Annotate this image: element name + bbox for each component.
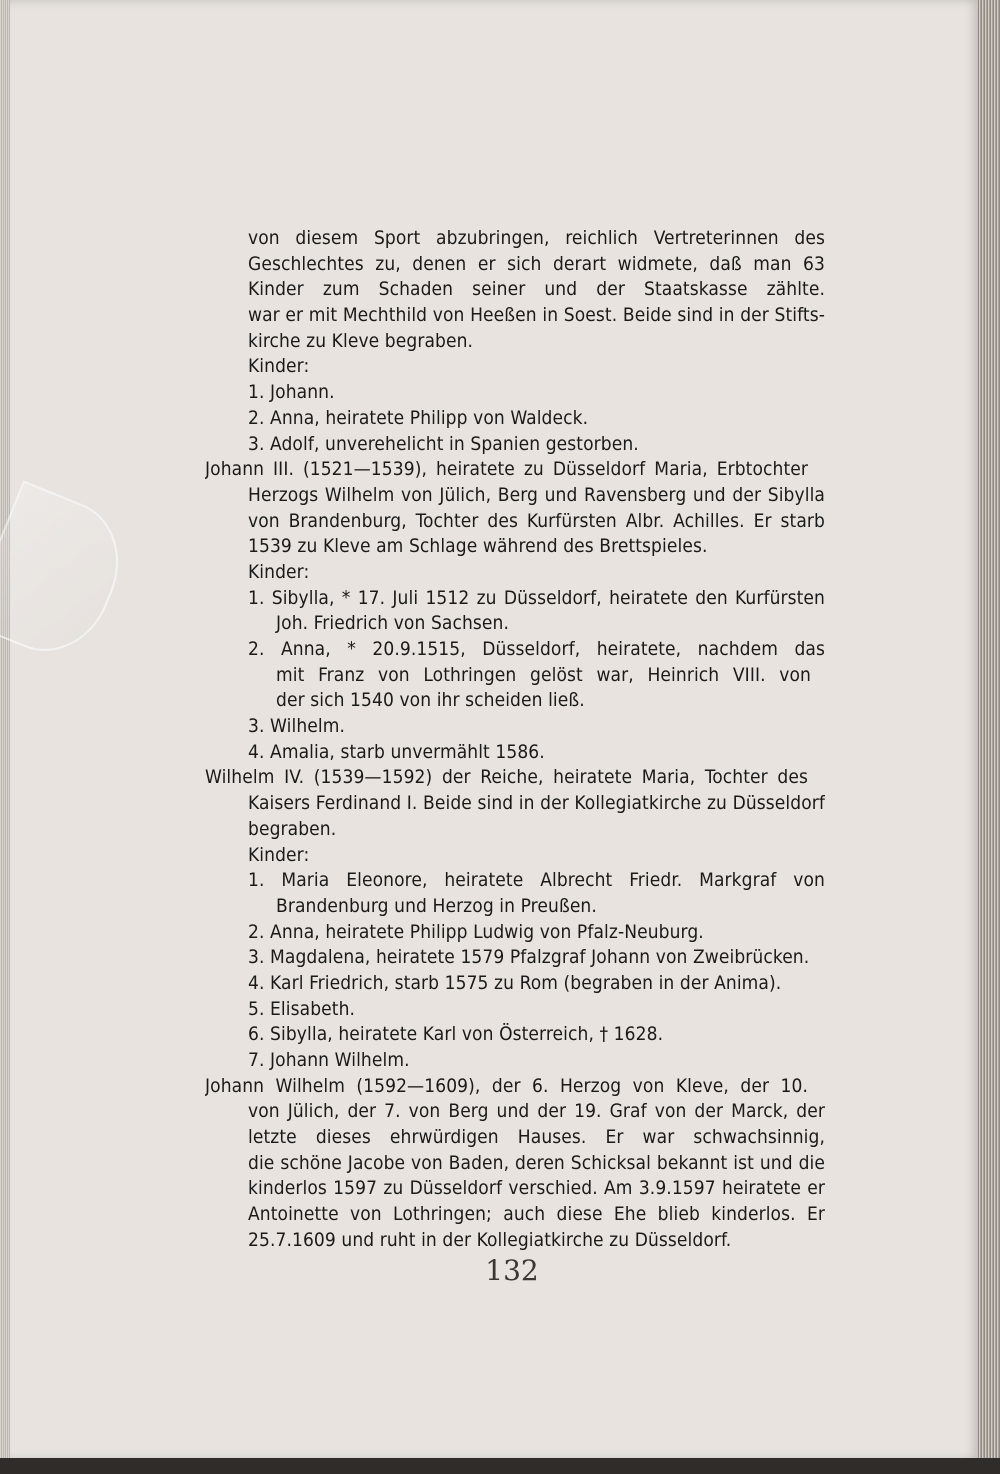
book-edge-right	[978, 0, 1000, 1474]
list-item: 3. Wilhelm.	[248, 715, 345, 738]
section-label: Kinder:	[248, 843, 310, 866]
text-line: Geschlechtes zu, denen er sich derart widmete, daß man 63	[248, 252, 825, 275]
section-label: Kinder:	[248, 560, 310, 583]
list-item-continuation: mit Franz von Lothringen gelöst war, Heinrich VIII. von	[276, 663, 811, 686]
list-item-continuation: Brandenburg und Herzog in Preußen.	[276, 894, 597, 917]
text-line: die schöne Jacobe von Baden, deren Schicksal bekannt ist und die	[248, 1151, 825, 1174]
text-line: war er mit Mechthild von Heeßen in Soest. Beide sind in der Stifts-	[248, 304, 825, 327]
list-item: 4. Amalia, starb unvermählt 1586.	[248, 740, 545, 763]
list-item: 3. Magdalena, heiratete 1579 Pfalzgraf Johann von Zweibrücken.	[248, 946, 810, 969]
text-line: Herzogs Wilhelm von Jülich, Berg und Ravensberg und der Sibylla	[248, 483, 825, 506]
book-edge-bottom	[0, 1458, 1000, 1474]
list-item: 1. Maria Eleonore, heiratete Albrecht Friedr. Markgraf von	[248, 869, 825, 892]
list-item: 7. Johann Wilhelm.	[248, 1049, 410, 1071]
list-item: 2. Anna, heiratete Philipp Ludwig von Pfalz-Neuburg.	[248, 920, 704, 943]
list-item: 1. Sibylla, * 17. Juli 1512 zu Düsseldorf, heiratete den Kurfürsten	[248, 586, 825, 609]
text-line: Kinder zum Schaden seiner und der Staatskasse zählte.	[248, 278, 825, 301]
list-item: 5. Elisabeth.	[248, 997, 356, 1020]
section-label: Kinder:	[248, 355, 310, 378]
text-line: von Jülich, der 7. von Berg und der 19. Graf von der Marck, der	[248, 1100, 825, 1123]
text-line: begraben.	[248, 817, 337, 840]
entry-heading-line: Johann Wilhelm (1592—1609), der 6. Herzog von Kleve, der 10.	[205, 1074, 808, 1097]
list-item: 4. Karl Friedrich, starb 1575 zu Rom (begraben in der Anima).	[248, 971, 782, 994]
entry-heading-line: Johann III. (1521—1539), heiratete zu Düsseldorf Maria, Erbtochter	[205, 458, 808, 481]
text-line: Kaisers Ferdinand I. Beide sind in der Kollegiatkirche zu Düsseldorf	[248, 792, 825, 815]
list-item: 2. Anna, heiratete Philipp von Waldeck.	[248, 406, 589, 429]
text-line: kirche zu Kleve begraben.	[248, 329, 474, 352]
entry-heading-line: Wilhelm IV. (1539—1592) der Reiche, heiratete Maria, Tochter des	[205, 766, 808, 789]
body-text	[205, 226, 825, 1254]
list-item: 2. Anna, * 20.9.1515, Düsseldorf, heiratete, nachdem das	[248, 638, 825, 660]
text-line: kinderlos 1597 zu Düsseldorf verschied. Am 3.9.1597 heiratete er	[248, 1177, 825, 1200]
list-item-continuation: Joh. Friedrich von Sachsen.	[276, 612, 510, 635]
text-line: von diesem Sport abzubringen, reichlich Vertreterinnen des	[248, 227, 825, 249]
page-number: 132	[485, 1254, 539, 1287]
text-line: 1539 zu Kleve am Schlage während des Brettspieles.	[248, 535, 708, 558]
list-item: 6. Sibylla, heiratete Karl von Österreich, † 1628.	[248, 1023, 664, 1046]
text-line: 25.7.1609 und ruht in der Kollegiatkirche zu Düsseldorf.	[248, 1228, 732, 1251]
list-item: 1. Johann.	[248, 381, 335, 404]
list-item-continuation: der sich 1540 von ihr scheiden ließ.	[276, 689, 585, 712]
list-item: 3. Adolf, unverehelicht in Spanien gestorben.	[248, 432, 639, 455]
text-line: Antoinette von Lothringen; auch diese Ehe blieb kinderlos. Er	[248, 1203, 825, 1226]
text-line: von Brandenburg, Tochter des Kurfürsten Albr. Achilles. Er starb	[248, 509, 825, 532]
text-line: letzte dieses ehrwürdigen Hauses. Er war schwachsinnig,	[248, 1126, 825, 1149]
page-stack-edge	[0, 0, 10, 1474]
